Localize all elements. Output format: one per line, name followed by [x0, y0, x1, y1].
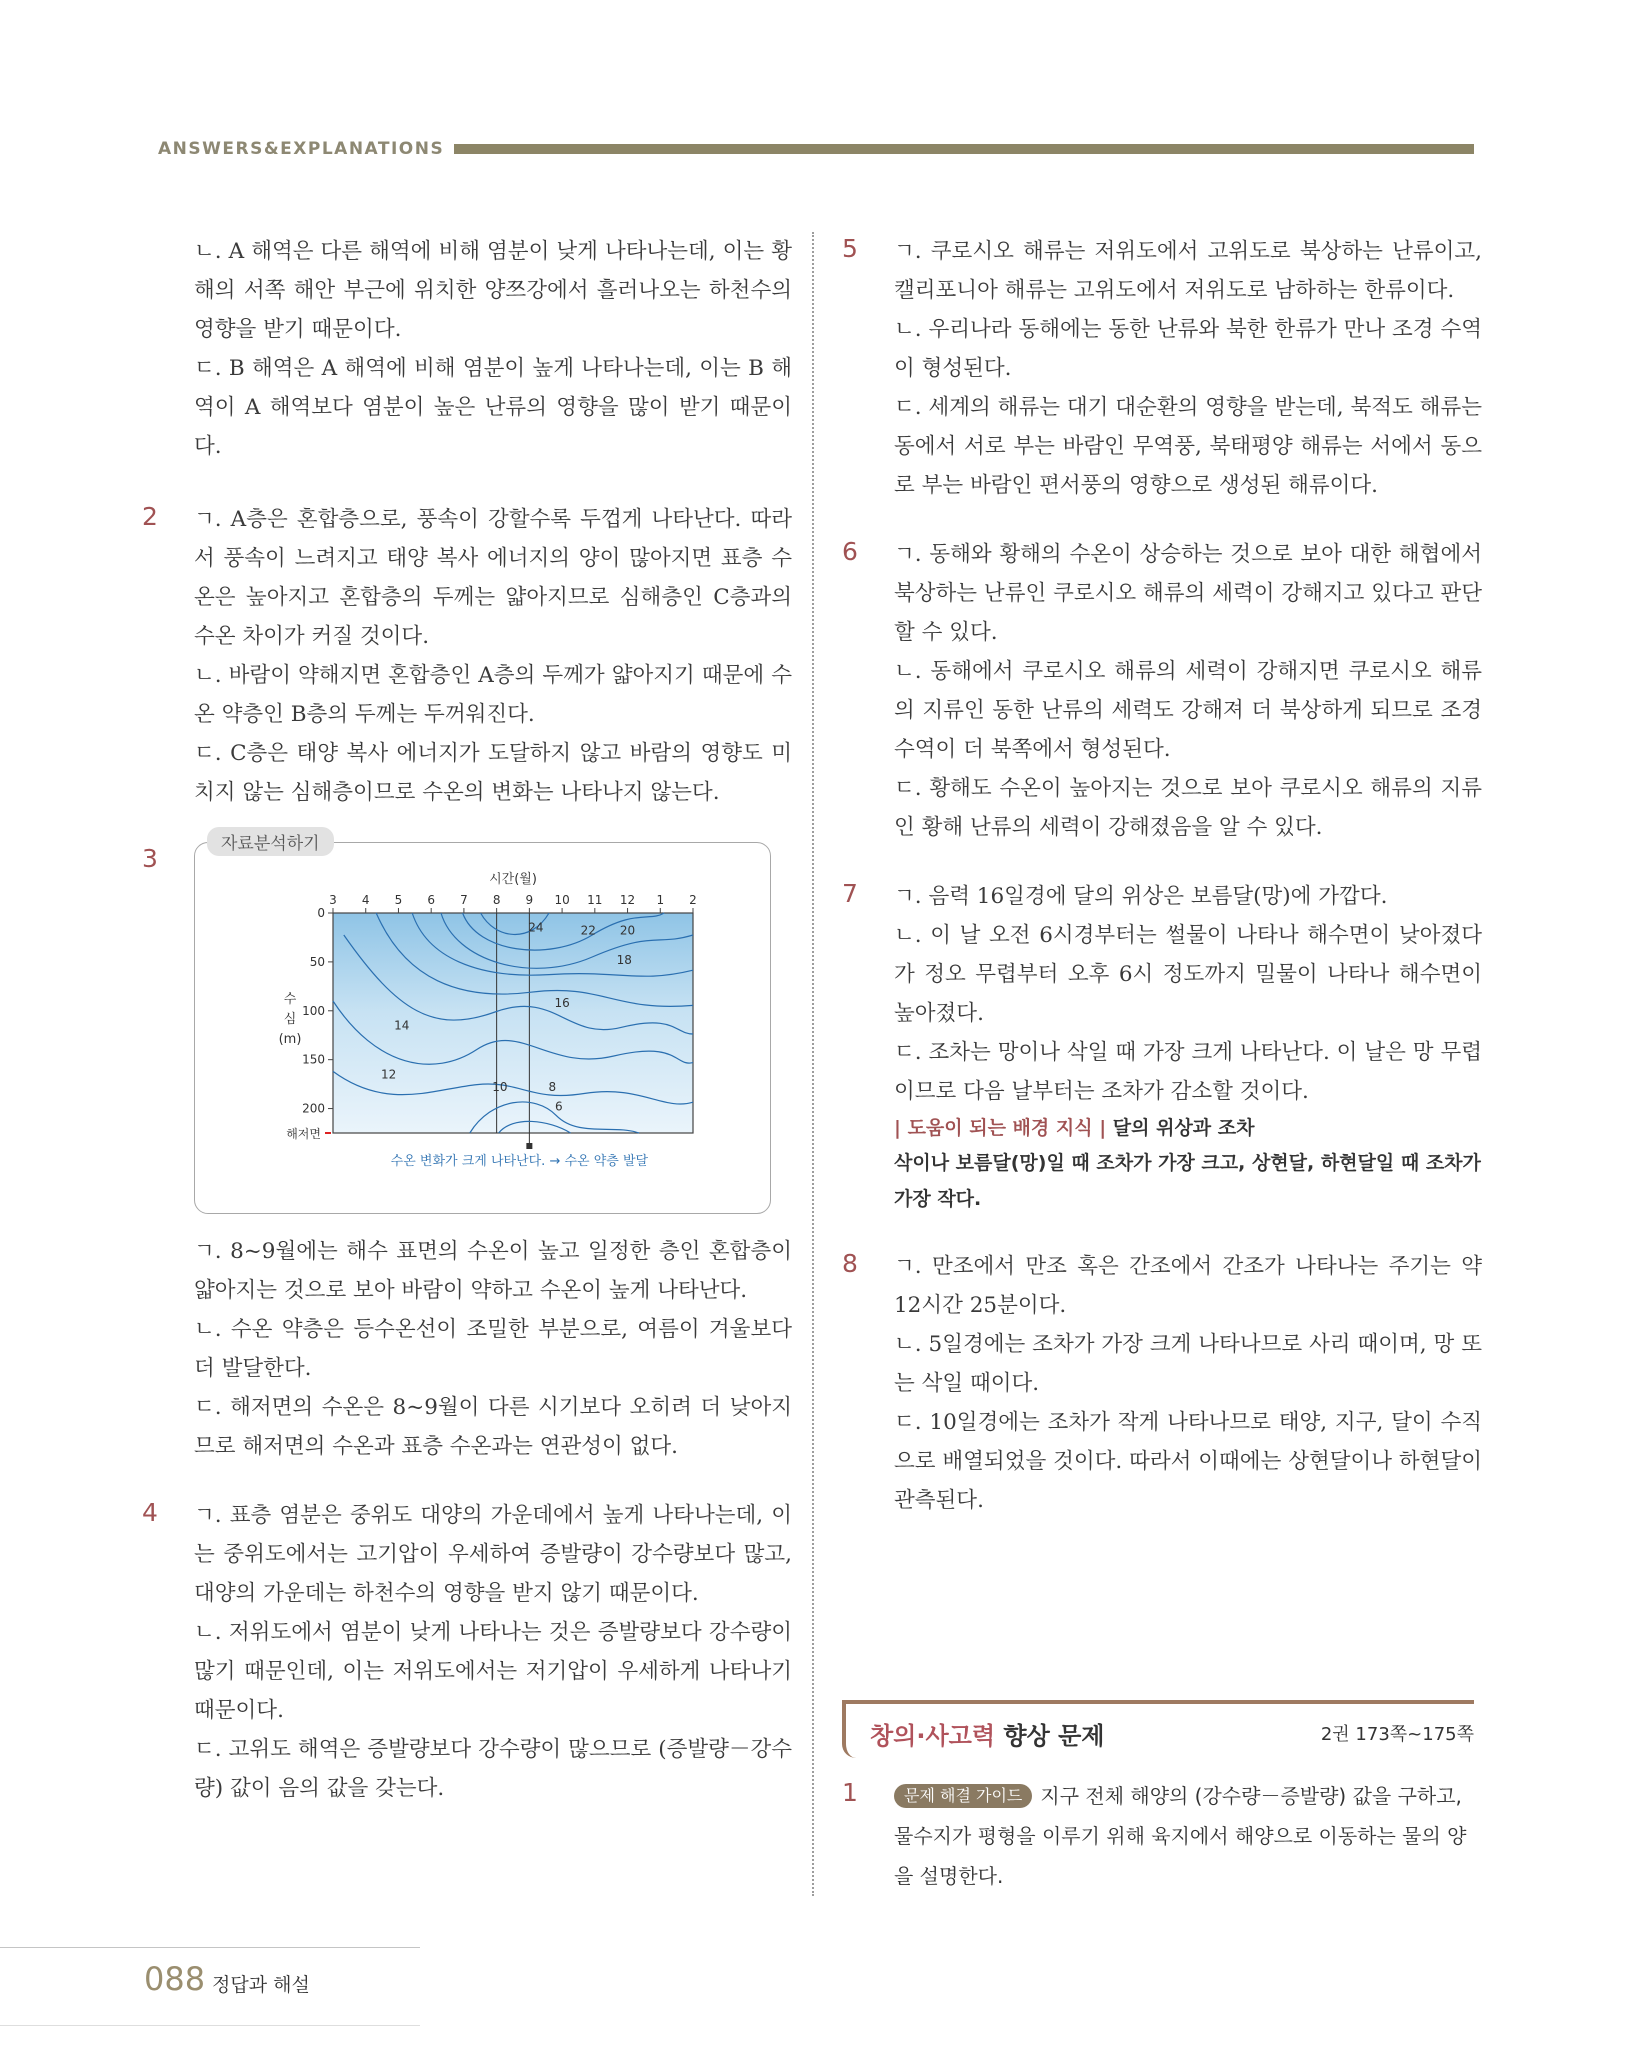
x-tick-label: 12	[619, 893, 636, 907]
answer-6	[842, 535, 1482, 847]
answer-number: 1	[842, 1778, 858, 1807]
isotherm-label: 10	[492, 1080, 508, 1095]
page-reference: 2권 173쪽~175쪽	[1320, 1724, 1474, 1745]
answer-line: ㄴ. 수온 약층은 등수온선이 조밀한 부분으로, 여름이 겨울보다 더 발달한다.	[194, 1317, 792, 1381]
left-column	[142, 232, 792, 1838]
answer-3	[142, 834, 792, 1466]
answer-number: 8	[842, 1249, 858, 1278]
creative-section-title	[842, 1716, 1105, 1751]
answer-line: ㄷ. 조차는 망이나 삭일 때 가장 크게 나타난다. 이 날은 망 무렵이므로 다음 날부터는 조차가 감소할 것이다.	[894, 1040, 1482, 1104]
chart-title: 시간(월)	[489, 872, 537, 887]
temperature-contour-chart	[195, 843, 770, 1213]
x-tick-label: 8	[492, 893, 501, 907]
creative-section-header	[842, 1700, 1474, 1762]
isotherm-label: 16	[554, 995, 570, 1010]
answer-4	[142, 1496, 792, 1808]
isotherm-label: 18	[616, 952, 632, 967]
header-rule	[454, 144, 1474, 154]
chart-plot-area	[333, 913, 693, 1133]
guide-text-block	[894, 1776, 1474, 1896]
answer-8	[842, 1247, 1482, 1520]
answer-line: ㄴ. 이 날 오전 6시경부터는 썰물이 나타나 해수면이 낮아졌다가 정오 무렵부터 오후 6시 정도까지 밀물이 나타나 해수면이 높아졌다.	[894, 923, 1482, 1026]
isotherm-label: 12	[380, 1067, 397, 1082]
data-analysis-box	[194, 834, 771, 1214]
x-tick-label: 11	[587, 893, 603, 907]
y-tick-label: 200	[302, 1101, 325, 1116]
answer-line: ㄷ. 세계의 해류는 대기 대순환의 영향을 받는데, 북적도 해류는 동에서 서로 부는 바람인 무역풍, 북태평양 해류는 서에서 동으로 부는 바람인 편서풍의 영향으로 생성된 해류이다.	[894, 395, 1482, 498]
answer-5	[842, 232, 1482, 505]
section-header	[158, 138, 1474, 160]
answer-2	[142, 500, 792, 812]
y-tick-label: 100	[302, 1003, 325, 1018]
column-divider	[812, 232, 814, 1896]
answer-number: 6	[842, 537, 858, 566]
x-tick-label: 9	[525, 893, 534, 907]
answer-line: ㄱ. 쿠로시오 해류는 저위도에서 고위도로 북상하는 난류이고, 캘리포니아 해류는 고위도에서 저위도로 남하하는 한류이다.	[894, 239, 1482, 303]
answer-number: 4	[142, 1498, 158, 1527]
answer-line: ㄱ. 만조에서 만조 혹은 간조에서 간조가 나타나는 주기는 약 12시간 25분이다.	[894, 1254, 1482, 1318]
answer-line: ㄴ. 5일경에는 조차가 가장 크게 나타나므로 사리 때이며, 망 또는 삭일 때이다.	[894, 1332, 1482, 1396]
y-tick-label: 150	[302, 1052, 325, 1067]
analysis-tag: 자료분석하기	[207, 827, 334, 856]
answer-line: ㄴ. 바람이 약해지면 혼합층인 A층의 두께가 얇아지기 때문에 수온 약층인 B층의 두께는 두꺼워진다.	[194, 663, 792, 727]
answer-line: ㄷ. 해저면의 수온은 8~9월이 다른 시기보다 오히려 더 낮아지므로 해저면의 수온과 표층 수온과는 연관성이 없다.	[194, 1395, 792, 1459]
answer-line: ㄴ. 동해에서 쿠로시오 해류의 세력이 강해지면 쿠로시오 해류의 지류인 동한 난류의 세력도 강해져 더 북상하게 되므로 조경 수역이 더 북쪽에서 형성된다.	[894, 659, 1482, 762]
x-tick-label: 5	[394, 893, 403, 907]
answer-7	[842, 877, 1482, 1217]
answer-line: ㄱ. 표층 염분은 중위도 대양의 가운데에서 높게 나타나는데, 이는 중위도에서는 고기압이 우세하여 증발량이 강수량보다 많고, 대양의 가운데는 하천수의 영향을 받지 않기 때문이다.	[194, 1503, 792, 1606]
creative-title-rest: 향상 문제	[995, 1721, 1105, 1750]
answer-line: ㄱ. A층은 혼합층으로, 풍속이 강할수록 두껍게 나타난다. 따라서 풍속이 느려지고 태양 복사 에너지의 양이 많아지면 표층 수온은 높아지고 혼합층의 두께는 얇아지므로 심해층인 C층과의 수온 차이가 커질 것이다.	[194, 507, 792, 649]
tip-topic: 달의 위상과 조차	[1112, 1117, 1255, 1139]
answer-line: ㄴ. 저위도에서 염분이 낮게 나타나는 것은 증발량보다 강수량이 많기 때문인데, 이는 저위도에서는 저기압이 우세하게 나타나기 때문이다.	[194, 1620, 792, 1723]
isotherm-label: 20	[619, 923, 636, 938]
answer-number: 7	[842, 879, 858, 908]
answer-number: 5	[842, 234, 858, 263]
annotation-text: 수온 변화가 크게 나타난다. → 수온 약층 발달	[390, 1154, 649, 1169]
annotation-pointer-tip	[526, 1143, 532, 1149]
isotherm-label: 8	[548, 1080, 557, 1095]
answer-line: ㄷ. C층은 태양 복사 에너지가 도달하지 않고 바람의 영향도 미치지 않는 심해층이므로 수온의 변화는 나타나지 않는다.	[194, 741, 792, 805]
answer-line: ㄷ. 황해도 수온이 높아지는 것으로 보아 쿠로시오 해류의 지류인 황해 난류의 세력이 강해졌음을 알 수 있다.	[894, 776, 1482, 840]
x-tick-label: 1	[656, 893, 665, 907]
answer-line: ㄱ. 8~9월에는 해수 표면의 수온이 높고 일정한 층인 혼합층이 얇아지는 것으로 보아 바람이 약하고 수온이 높게 나타난다.	[194, 1239, 792, 1303]
y-axis-label: 심	[283, 1012, 297, 1027]
answer-1-continued	[142, 232, 792, 466]
creative-thinking-section	[842, 1700, 1474, 1926]
x-tick-label: 7	[460, 893, 468, 907]
footer-rule	[0, 1947, 420, 1948]
x-tick-label: 4	[361, 893, 370, 907]
seabed-label: 해저면	[286, 1127, 321, 1141]
answer-line: ㄴ. 우리나라 동해에는 동한 난류와 북한 한류가 만나 조경 수역이 형성된다.	[894, 317, 1482, 381]
page-number: 088	[144, 1960, 206, 1998]
right-column	[842, 232, 1482, 1550]
answer-number: 3	[142, 844, 158, 873]
answer-line: ㄱ. 동해와 황해의 수온이 상승하는 것으로 보아 대한 해협에서 북상하는 난류인 쿠로시오 해류의 세력이 강해지고 있다고 판단할 수 있다.	[894, 542, 1482, 645]
y-tick-label: 50	[309, 954, 325, 969]
answer-line: ㄴ. A 해역은 다른 해역에 비해 염분이 낮게 나타나는데, 이는 황해의 서쪽 해안 부근에 위치한 양쯔강에서 흘러나오는 하천수의 영향을 받기 때문이다.	[194, 239, 792, 342]
isotherm-label: 24	[528, 920, 544, 935]
x-tick-label: 2	[689, 893, 697, 907]
problem-guide-badge: 문제 해결 가이드	[894, 1784, 1032, 1808]
answer-line: ㄷ. 10일경에는 조차가 작게 나타나므로 태양, 지구, 달이 수직으로 배열되었을 것이다. 따라서 이때에는 상현달이나 하현달이 관측된다.	[894, 1410, 1482, 1513]
answer-number: 2	[142, 502, 158, 531]
answer-line: ㄷ. 고위도 해역은 증발량보다 강수량이 많으므로 (증발량－강수량) 값이 음의 값을 갖는다.	[194, 1737, 792, 1801]
y-tick-label: 0	[317, 906, 325, 920]
y-axis-label: (m)	[278, 1032, 302, 1047]
x-tick-label: 3	[329, 893, 337, 907]
x-tick-label: 10	[554, 893, 570, 907]
answer-line: ㄱ. 음력 16일경에 달의 위상은 보름달(망)에 가깝다.	[894, 884, 1388, 909]
isotherm-label: 22	[580, 923, 596, 938]
isotherm-label: 14	[394, 1018, 410, 1033]
x-tick-label: 6	[427, 893, 436, 907]
tip-label: 도움이 되는 배경 지식	[907, 1117, 1093, 1139]
isotherm-label: 6	[554, 1099, 563, 1114]
answer-line: ㄷ. B 해역은 A 해역에 비해 염분이 높게 나타나는데, 이는 B 해역이 A 해역보다 염분이 높은 난류의 영향을 많이 받기 때문이다.	[194, 356, 792, 459]
page-footer-label: 정답과 해설	[212, 1974, 310, 1996]
creative-title-accent: 창의·사고력	[870, 1721, 996, 1750]
creative-answer-1	[842, 1776, 1474, 1896]
guide-text: 지구 전체 해양의 (강수량－증발량) 값을 구하고, 물수지가 평형을 이루기 위해 육지에서 해양으로 이동하는 물의 양을 설명한다.	[894, 1784, 1467, 1888]
y-axis-label: 수	[283, 992, 297, 1007]
footer-rule-bottom	[0, 2025, 420, 2026]
background-tip-heading: | 도움이 되는 배경 지식 | 달의 위상과 조차	[894, 1117, 1255, 1139]
section-header-label: ANSWERS&EXPLANATIONS	[158, 139, 445, 159]
tip-body: 삭이나 보름달(망)일 때 조차가 가장 크고, 상현달, 하현달일 때 조차가 가장 작다.	[894, 1152, 1481, 1210]
